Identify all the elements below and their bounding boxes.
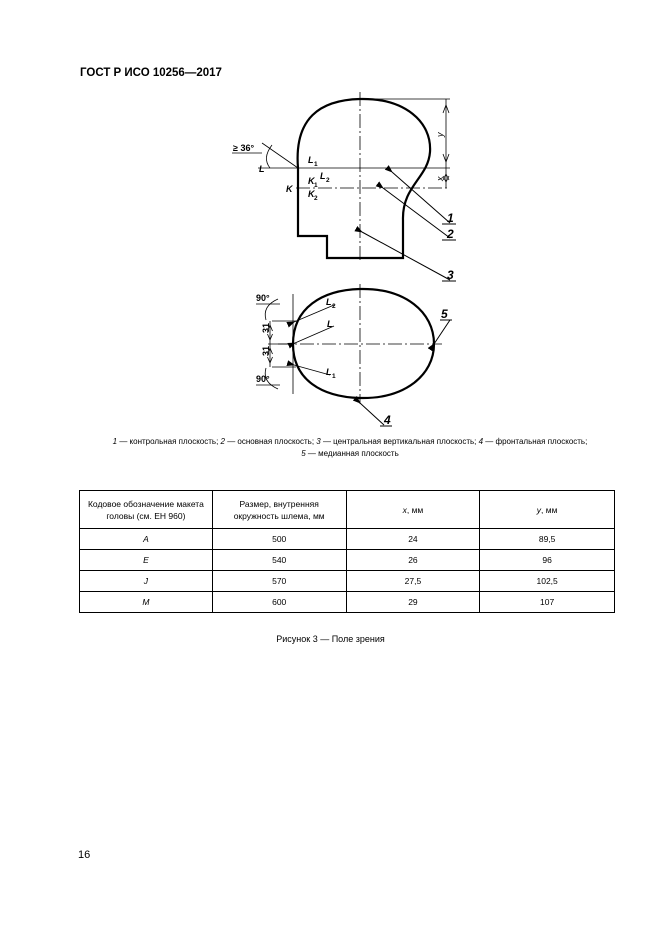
label-K2-sub: 2 xyxy=(314,195,318,202)
cell-code: A xyxy=(80,529,213,550)
cell-size: 500 xyxy=(212,529,346,550)
leader-2 xyxy=(383,188,450,238)
label-top-L: L xyxy=(327,319,333,329)
cell-code: J xyxy=(80,571,213,592)
label-90-bottom: 90° xyxy=(256,374,270,384)
head-top-outline xyxy=(293,289,434,398)
cell-x: 27,5 xyxy=(346,571,480,592)
figure-legend xyxy=(70,436,630,460)
field-of-vision-figure xyxy=(0,0,661,430)
label-31-bottom: 31 xyxy=(261,345,271,356)
headform-dimensions-table xyxy=(79,490,615,613)
label-1: 1 xyxy=(447,211,454,225)
page-number: 16 xyxy=(78,849,91,861)
head-top-view xyxy=(256,284,452,426)
cell-code: E xyxy=(80,550,213,571)
head-profile-outline xyxy=(298,99,431,258)
cell-x: 26 xyxy=(346,550,480,571)
table-row xyxy=(80,550,615,571)
cell-y: 102,5 xyxy=(480,571,615,592)
table-row xyxy=(80,529,615,550)
leader-4 xyxy=(360,403,384,425)
label-x: x xyxy=(435,176,445,181)
label-angle-36: ≥ 36° xyxy=(233,143,255,153)
header-size: Размер, внутренняя окружность шлема, мм xyxy=(212,491,346,529)
leader-5 xyxy=(434,320,450,344)
label-K2: K xyxy=(308,189,315,199)
cell-code: M xyxy=(80,592,213,613)
label-90-top: 90° xyxy=(256,293,270,303)
top-view-labels xyxy=(256,293,448,427)
cell-size: 540 xyxy=(212,550,346,571)
label-L2: L xyxy=(320,171,326,181)
label-L2-sub: 2 xyxy=(326,177,330,184)
label-K1-sub: 1 xyxy=(314,182,318,189)
legend-line-2: 5 — медианная плоскость xyxy=(301,449,399,458)
label-top-L1-sub: 1 xyxy=(332,373,336,380)
header-x: x, мм xyxy=(346,491,480,529)
side-view-labels xyxy=(232,132,454,282)
label-y: y xyxy=(435,132,445,137)
label-5: 5 xyxy=(441,307,448,321)
cell-x: 24 xyxy=(346,529,480,550)
document-header: ГОСТ Р ИСО 10256—2017 xyxy=(80,67,222,79)
label-L: L xyxy=(259,164,265,174)
label-2: 2 xyxy=(447,227,454,241)
table-row xyxy=(80,592,615,613)
leader-3 xyxy=(362,232,450,280)
label-L1: L xyxy=(308,155,314,165)
legend-line-1: 1 — контрольная плоскость; 2 — основная плоскость; 3 — центральная вертикальная плоскость; 4 — фронтальная плоскость; xyxy=(112,437,588,446)
label-top-L2-sub: 2 xyxy=(332,303,336,310)
label-4: 4 xyxy=(384,413,391,427)
cell-y: 96 xyxy=(480,550,615,571)
label-L1-sub: 1 xyxy=(314,161,318,168)
cell-size: 570 xyxy=(212,571,346,592)
cell-y: 89,5 xyxy=(480,529,615,550)
label-31-top: 31 xyxy=(261,322,271,333)
figure-title: Рисунок 3 — Поле зрения xyxy=(276,634,385,644)
table-header-row xyxy=(80,491,615,529)
label-top-L1: L xyxy=(326,367,332,377)
table-row xyxy=(80,571,615,592)
cell-x: 29 xyxy=(346,592,480,613)
label-K: K xyxy=(286,184,293,194)
cell-size: 600 xyxy=(212,592,346,613)
cell-y: 107 xyxy=(480,592,615,613)
label-K1: K xyxy=(308,176,315,186)
header-y: y, мм xyxy=(480,491,615,529)
header-code: Кодовое обозначение макета головы (см. ЕН 960) xyxy=(80,491,213,529)
label-3: 3 xyxy=(447,268,454,282)
label-top-L2: L xyxy=(326,297,332,307)
